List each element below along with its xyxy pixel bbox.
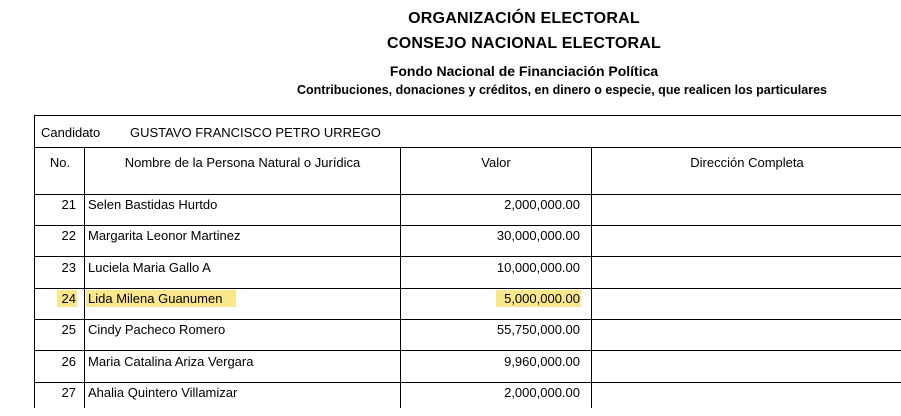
contribution-value: 30,000,000.00 <box>496 228 580 243</box>
contribution-value: 55,750,000.00 <box>496 322 580 337</box>
contributor-name: Luciela Maria Gallo A <box>88 260 211 275</box>
contribution-value: 9,960,000.00 <box>504 354 580 369</box>
table-top-border <box>34 115 901 116</box>
table-row <box>0 228 901 259</box>
row-number: 22 <box>61 228 76 243</box>
candidate-name: GUSTAVO FRANCISCO PETRO URREGO <box>130 125 381 140</box>
table-row <box>0 260 901 291</box>
candidate-label: Candidato <box>41 125 101 140</box>
row-number: 25 <box>61 322 76 337</box>
column-header-no: No. <box>49 155 71 170</box>
contributor-name: Selen Bastidas Hurtdo <box>88 197 218 212</box>
table-row <box>0 197 901 228</box>
header-row-border <box>34 194 901 195</box>
table-row-highlighted <box>0 291 901 322</box>
column-header-name: Nombre de la Persona Natural o Jurídica <box>124 155 361 170</box>
contributor-name: Lida Milena Guanumen <box>88 291 223 306</box>
column-header-value: Valor <box>481 155 511 170</box>
contribution-value: 2,000,000.00 <box>504 197 580 212</box>
contributor-name: Ahalia Quintero Villamizar <box>88 385 238 400</box>
contribution-value: 2,000,000.00 <box>504 385 580 400</box>
council-title: CONSEJO NACIONAL ELECTORAL <box>387 35 661 52</box>
document-subtitle: Contribuciones, donaciones y créditos, en dinero o especie, que realicen los particulares <box>296 83 828 97</box>
row-number: 23 <box>61 260 76 275</box>
table-row <box>0 322 901 353</box>
contribution-value: 5,000,000.00 <box>504 291 580 306</box>
contributor-name: Maria Catalina Ariza Vergara <box>88 354 254 369</box>
contributor-name: Cindy Pacheco Romero <box>88 322 226 337</box>
contribution-value: 10,000,000.00 <box>496 260 580 275</box>
row-number: 21 <box>61 197 76 212</box>
fund-title: Fondo Nacional de Financiación Política <box>389 63 659 79</box>
row-number: 24 <box>61 291 76 306</box>
table-row <box>0 385 901 416</box>
candidate-row-border <box>34 147 901 148</box>
column-header-address: Dirección Completa <box>690 155 804 170</box>
org-title: ORGANIZACIÓN ELECTORAL <box>408 10 640 27</box>
row-number: 26 <box>61 354 76 369</box>
row-number: 27 <box>61 385 76 400</box>
contributor-name: Margarita Leonor Martinez <box>88 228 241 243</box>
table-row <box>0 354 901 385</box>
